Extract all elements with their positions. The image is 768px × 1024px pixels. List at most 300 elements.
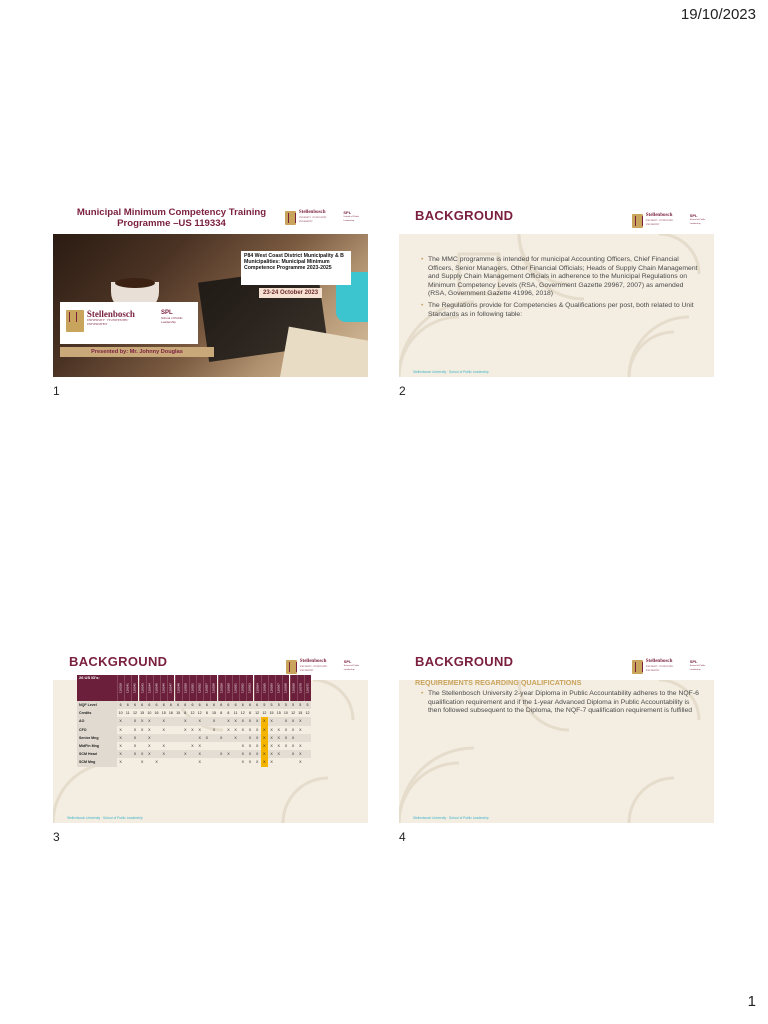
table-cell: X xyxy=(148,727,151,732)
table-cell: 12 xyxy=(132,711,137,716)
table-cell xyxy=(139,742,146,750)
table-cell: X xyxy=(291,727,295,732)
us-id-header: 116352 xyxy=(196,675,203,701)
table-cell: X xyxy=(133,727,137,732)
table-cell: 15 xyxy=(269,711,274,716)
table-cell: X xyxy=(140,760,144,765)
table-cell xyxy=(175,742,182,750)
table-cell xyxy=(304,750,311,758)
table-cell: X xyxy=(160,717,167,725)
table-cell xyxy=(175,717,182,725)
logo-spl-sub: School of Public Leadership xyxy=(689,219,706,225)
table-cell xyxy=(225,734,232,742)
table-cell: 5 xyxy=(282,701,289,709)
table-cell: 16 xyxy=(168,711,173,716)
table-cell: 12 xyxy=(305,711,310,716)
table-cell: X xyxy=(146,734,153,742)
table-cell xyxy=(297,734,304,742)
table-cell: 15 xyxy=(176,711,181,716)
programme-box: P84 West Coast District Municipality & B Municipalities: Municipal Minimum Competence Programme 2023-2025 xyxy=(241,251,351,285)
table-cell: X xyxy=(270,744,273,749)
table-cell: X xyxy=(117,750,124,758)
logo-university-sub: UNIVERSITY · IYUNIVESITHI · UNIVERSITEIT xyxy=(645,665,674,672)
table-cell: 12 xyxy=(190,711,195,716)
logo-spl: SPL xyxy=(343,659,352,664)
slide-footer: Stellenbosch University · School of Public Leadership xyxy=(413,816,489,820)
bullet: • The Stellenbosch University 2-year Diploma in Public Accountability adheres to the NQF-6 qualification requirement and if the 1-year Advanced Diploma in Public Accountability is then followed subsequent to the Diploma, the NQF-7 qualification requirement is fulfilled xyxy=(428,690,701,716)
table-cell xyxy=(175,726,182,734)
table-cell: 15 xyxy=(212,711,217,716)
table-cell xyxy=(232,750,239,758)
logo-university-sub: UNIVERSITY · IYUNIVESITHI · UNIVERSITEIT xyxy=(645,219,674,226)
table-cell: X xyxy=(119,744,122,749)
table-cell xyxy=(189,734,196,742)
table-cell: X xyxy=(241,760,244,765)
slide-1-big-logo xyxy=(66,310,198,332)
table-cell: 12 xyxy=(255,711,260,716)
logo-university: Stellenbosch xyxy=(298,210,326,215)
table-cell: 6 xyxy=(160,701,167,709)
table-cell xyxy=(153,726,160,734)
slide-4-body xyxy=(421,690,701,719)
table-cell xyxy=(167,734,174,742)
table-cell xyxy=(304,726,311,734)
row-label: SCM Head xyxy=(77,750,117,758)
row-label: SCM Mng xyxy=(77,758,117,766)
us-id-header: 116369 xyxy=(290,675,297,701)
table-row xyxy=(77,709,311,717)
us-id-header: 116351 xyxy=(189,675,196,701)
row-label: Senior Mng xyxy=(77,734,117,742)
table-cell xyxy=(218,758,225,766)
table-cell xyxy=(160,734,167,742)
table-cell: X xyxy=(212,727,216,732)
coffee-image xyxy=(115,278,155,288)
table-cell xyxy=(175,758,182,766)
table-cell: 15 xyxy=(298,711,303,716)
slide-1[interactable] xyxy=(53,199,368,377)
table-cell: X xyxy=(255,744,259,749)
table-cell: X xyxy=(131,750,138,758)
table-cell: X xyxy=(191,744,194,749)
table-cell: X xyxy=(297,717,304,725)
unit-standards-table xyxy=(77,675,311,767)
us-id-header: 116344 xyxy=(146,675,153,701)
table-cell: X xyxy=(248,760,252,765)
table-cell: X xyxy=(155,760,158,765)
table-cell xyxy=(189,758,196,766)
us-id-header: 116345 xyxy=(153,675,160,701)
table-cell: 12 xyxy=(262,711,267,716)
bullet: • The MMC programme is intended for municipal Accounting Officers, Chief Financial Officers, Senior Managers, Other Financial Officials; Heads of Supply Chain Management and Supply Chain Management Officials in adherence to the Municipal Regulations on Minimum Competency Levels (RSA, Government Gazette 29967, 2007) as amended (RSA, Government Gazette 41996, 2018) xyxy=(428,256,701,299)
slide-2-logo xyxy=(632,214,714,228)
table-cell xyxy=(189,717,196,725)
us-id-header: 116339 xyxy=(117,675,124,701)
table-cell: X xyxy=(277,727,280,732)
table-cell: X xyxy=(255,727,259,732)
table-cell xyxy=(124,742,131,750)
table-cell xyxy=(304,742,311,750)
table-cell xyxy=(210,750,217,758)
table-cell: 12 xyxy=(197,711,202,716)
table-cell: 5 xyxy=(304,701,311,709)
table-cell: 5 xyxy=(297,701,304,709)
table-cell: 8 xyxy=(248,711,251,716)
table-cell xyxy=(239,734,246,742)
table-cell: X xyxy=(254,717,261,725)
table-cell xyxy=(124,750,131,758)
us-id-header: 116370 xyxy=(297,675,304,701)
table-cell xyxy=(153,742,160,750)
slide-3-logo xyxy=(286,660,368,674)
logo-spl-sub: School of Public Leadership xyxy=(689,665,706,671)
table-cell: X xyxy=(239,750,246,758)
us-id-header: 116348 xyxy=(175,675,182,701)
slide-footer: Stellenbosch University · School of Public Leadership xyxy=(67,816,143,820)
table-cell: X xyxy=(248,727,252,732)
table-cell: X xyxy=(268,734,275,742)
table-cell: X xyxy=(148,744,151,749)
table-cell: X xyxy=(191,727,194,732)
table-cell: X xyxy=(133,744,137,749)
table-cell: 12 xyxy=(291,711,296,716)
table-cell: X xyxy=(290,734,297,742)
table-cell xyxy=(124,734,131,742)
table-cell: X xyxy=(299,744,302,749)
bullet: • The Regulations provide for Competencies & Qualifications per post, both related to Unit Standards as in following table: xyxy=(428,302,701,319)
table-cell: 6 xyxy=(218,701,225,709)
logo-spl: SPL xyxy=(689,659,698,664)
table-cell: X xyxy=(261,734,268,742)
table-cell: X xyxy=(146,750,153,758)
table-cell: 5 xyxy=(261,701,268,709)
us-id-header: 116363 xyxy=(246,675,253,701)
table-cell: X xyxy=(117,717,124,725)
row-label: Credits xyxy=(77,709,117,717)
table-cell: X xyxy=(184,727,187,732)
table-cell: X xyxy=(299,760,302,765)
table-cell: 6 xyxy=(139,701,146,709)
table-cell: X xyxy=(198,744,201,749)
table-cell: 5 xyxy=(290,701,297,709)
table-cell: X xyxy=(282,717,289,725)
table-cell: X xyxy=(270,727,273,732)
table-cell: X xyxy=(139,717,146,725)
table-cell xyxy=(146,758,153,766)
us-id-header: 116357 xyxy=(203,675,210,701)
table-cell: 6 xyxy=(196,701,203,709)
crest-icon xyxy=(632,660,643,674)
table-cell xyxy=(210,758,217,766)
table-cell xyxy=(203,758,210,766)
us-id-header: 116350 xyxy=(182,675,189,701)
table-cell: 6 xyxy=(153,701,160,709)
table-cell: X xyxy=(203,734,210,742)
table-cell xyxy=(153,717,160,725)
table-cell: X xyxy=(146,717,153,725)
logo-spl-sub: School of Public Leadership xyxy=(161,316,183,324)
slide-1-logo-box xyxy=(60,302,198,344)
table-cell xyxy=(275,758,282,766)
table-cell: X xyxy=(160,750,167,758)
table-cell: 6 xyxy=(124,701,131,709)
table-corner-label: 26 US ID's: xyxy=(77,675,117,701)
table-cell: X xyxy=(254,750,261,758)
table-cell: X xyxy=(225,750,232,758)
table-cell: X xyxy=(140,727,144,732)
row-label: CFO xyxy=(77,726,117,734)
table-cell: 10 xyxy=(147,711,152,716)
table-cell: X xyxy=(239,717,246,725)
slide-number-4: 4 xyxy=(399,830,406,844)
table-cell xyxy=(153,734,160,742)
table-cell: X xyxy=(261,717,268,725)
table-cell: X xyxy=(218,750,225,758)
table-cell xyxy=(124,717,131,725)
us-id-header: 116364 xyxy=(254,675,261,701)
crest-icon xyxy=(286,660,297,674)
table-cell: X xyxy=(275,734,282,742)
table-cell: 12 xyxy=(240,711,245,716)
table-cell: X xyxy=(290,717,297,725)
table-cell: 11 xyxy=(233,711,238,716)
crest-icon xyxy=(632,214,643,228)
table-cell: X xyxy=(270,760,273,765)
table-cell xyxy=(232,742,239,750)
table-cell: X xyxy=(284,727,288,732)
table-cell xyxy=(175,750,182,758)
table-cell xyxy=(124,758,131,766)
table-cell: X xyxy=(182,750,189,758)
us-id-header: 116341 xyxy=(124,675,131,701)
table-row xyxy=(77,701,311,709)
table-row xyxy=(77,742,311,750)
table-cell: X xyxy=(268,717,275,725)
table-cell: X xyxy=(284,744,288,749)
table-cell xyxy=(304,717,311,725)
table-cell xyxy=(189,750,196,758)
us-id-header: 116360 xyxy=(225,675,232,701)
row-label: NQF Level xyxy=(77,701,117,709)
logo-university-sub: UNIVERSITY · IYUNIVESITHI · UNIVERSITEIT xyxy=(86,318,130,326)
logo-university: Stellenbosch xyxy=(299,659,327,664)
table-cell: 5 xyxy=(268,701,275,709)
table-cell xyxy=(167,742,174,750)
presented-by: Presented by: Mr. Johnny Douglas xyxy=(60,347,214,357)
table-cell xyxy=(225,742,232,750)
slide-1-title: Municipal Minimum Competency Training Programme –US 119334 xyxy=(76,207,267,229)
logo-university: Stellenbosch xyxy=(645,213,673,218)
table-cell xyxy=(182,742,189,750)
table-cell: 6 xyxy=(203,701,210,709)
table-cell: X xyxy=(198,727,201,732)
table-cell: 8 xyxy=(184,711,187,716)
table-cell: X xyxy=(198,760,201,765)
table-cell xyxy=(124,726,131,734)
logo-spl: SPL xyxy=(161,310,173,316)
table-cell: 6 xyxy=(146,701,153,709)
table-cell: 6 xyxy=(131,701,138,709)
table-cell: X xyxy=(234,727,237,732)
table-cell: X xyxy=(162,744,165,749)
us-id-header: 116347 xyxy=(167,675,174,701)
crest-icon xyxy=(66,310,84,332)
table-cell: X xyxy=(119,760,122,765)
slide-4-title: BACKGROUND xyxy=(415,654,514,669)
table-cell: X xyxy=(261,726,268,734)
us-id-header: 116368 xyxy=(282,675,289,701)
newspaper-image xyxy=(278,327,368,377)
slide-footer: Stellenbosch University · School of Public Leadership xyxy=(413,370,489,374)
us-id-header: 116367 xyxy=(275,675,282,701)
table-cell: 15 xyxy=(161,711,166,716)
table-cell: X xyxy=(246,717,253,725)
us-id-header: 116342 xyxy=(131,675,138,701)
page-date: 19/10/2023 xyxy=(680,6,756,23)
slide-3-title: BACKGROUND xyxy=(69,654,168,669)
table-cell: 6 xyxy=(246,701,253,709)
table-cell xyxy=(282,758,289,766)
table-cell: X xyxy=(131,734,138,742)
table-cell: X xyxy=(282,734,289,742)
table-cell xyxy=(203,717,210,725)
row-label: AO xyxy=(77,717,117,725)
table-cell: 10 xyxy=(283,711,288,716)
table-cell: X xyxy=(119,727,122,732)
table-row xyxy=(77,726,311,734)
row-label: MidFin Mng xyxy=(77,742,117,750)
table-cell: 8 xyxy=(205,711,208,716)
table-cell: X xyxy=(291,744,295,749)
table-cell: 15 xyxy=(276,711,281,716)
logo-university-sub: UNIVERSITY · IYUNIVESITHI · UNIVERSITEIT xyxy=(299,665,328,672)
slide-number-2: 2 xyxy=(399,384,406,398)
page-number: 1 xyxy=(747,993,756,1010)
logo-university: Stellenbosch xyxy=(86,309,135,319)
table-cell: X xyxy=(246,734,253,742)
slide-1-header-logo xyxy=(285,211,368,225)
table-cell: X xyxy=(196,734,203,742)
table-cell: 8 xyxy=(227,711,230,716)
logo-university: Stellenbosch xyxy=(645,659,673,664)
table-cell: 11 xyxy=(125,711,130,716)
table-cell: X xyxy=(218,734,225,742)
logo-spl: SPL xyxy=(689,213,698,218)
table-row xyxy=(77,717,311,725)
table-cell: 6 xyxy=(182,701,189,709)
table-cell: 16 xyxy=(154,711,159,716)
table-cell xyxy=(175,734,182,742)
table-cell: X xyxy=(299,727,302,732)
table-cell: X xyxy=(261,750,268,758)
us-id-header: 116361 xyxy=(232,675,239,701)
slide-3[interactable] xyxy=(53,645,368,823)
table-cell: 15 xyxy=(140,711,145,716)
table-cell xyxy=(218,717,225,725)
table-cell: 6 xyxy=(254,701,261,709)
table-cell: X xyxy=(117,734,124,742)
table-cell xyxy=(131,758,138,766)
table-cell: 6 xyxy=(189,701,196,709)
table-cell: X xyxy=(196,750,203,758)
us-id-header: 116366 xyxy=(268,675,275,701)
table-cell xyxy=(225,758,232,766)
programme-date: 23-24 October 2023 xyxy=(259,288,322,298)
logo-spl-sub: School of Public Leadership xyxy=(343,216,360,222)
table-cell: 6 xyxy=(210,701,217,709)
table-cell xyxy=(182,758,189,766)
table-cell: 8 xyxy=(220,711,223,716)
table-cell xyxy=(210,742,217,750)
slide-1-header xyxy=(53,199,368,234)
table-cell: X xyxy=(268,750,275,758)
slide-2-body xyxy=(421,256,701,322)
table-row xyxy=(77,734,311,742)
table-cell: X xyxy=(227,727,230,732)
table-cell xyxy=(275,717,282,725)
table-cell: X xyxy=(232,717,239,725)
slide-4[interactable] xyxy=(399,645,714,823)
table-cell: 6 xyxy=(167,701,174,709)
table-cell: X xyxy=(162,727,165,732)
table-cell xyxy=(203,726,210,734)
table-row xyxy=(77,758,311,766)
table-cell: 5 xyxy=(275,701,282,709)
us-id-header: 116346 xyxy=(160,675,167,701)
table-cell: X xyxy=(182,717,189,725)
slide-2[interactable] xyxy=(399,199,714,377)
us-id-header: 116358 xyxy=(210,675,217,701)
table-cell: 6 xyxy=(239,701,246,709)
table-cell xyxy=(203,750,210,758)
table-cell: X xyxy=(254,734,261,742)
table-cell: X xyxy=(246,750,253,758)
slide-2-title: BACKGROUND xyxy=(415,208,514,223)
table-row xyxy=(77,750,311,758)
table-cell xyxy=(232,758,239,766)
us-id-header: 116365 xyxy=(261,675,268,701)
table-cell: X xyxy=(210,717,217,725)
table-cell xyxy=(167,717,174,725)
table-cell xyxy=(153,750,160,758)
us-id-header: 116359 xyxy=(218,675,225,701)
table-cell: 6 xyxy=(232,701,239,709)
logo-university-sub: UNIVERSITY · IYUNIVESITHI · UNIVERSITEIT xyxy=(298,216,328,223)
logo-spl-sub: School of Public Leadership xyxy=(343,665,360,671)
table-cell: 6 xyxy=(175,701,182,709)
table-cell: X xyxy=(131,717,138,725)
us-id-header: 116362 xyxy=(239,675,246,701)
slide-4-logo xyxy=(632,660,714,674)
table-cell: X xyxy=(241,744,244,749)
table-cell: X xyxy=(275,750,282,758)
slide-number-1: 1 xyxy=(53,384,60,398)
table-cell xyxy=(304,734,311,742)
table-cell xyxy=(282,750,289,758)
table-cell xyxy=(218,742,225,750)
table-cell: 6 xyxy=(117,701,124,709)
table-cell: 10 xyxy=(118,711,123,716)
table-cell: X xyxy=(255,760,259,765)
table-cell xyxy=(304,758,311,766)
table-cell: X xyxy=(225,717,232,725)
table-cell xyxy=(218,726,225,734)
table-cell xyxy=(139,734,146,742)
table-cell: X xyxy=(290,750,297,758)
requirements-heading: REQUIREMENTS REGARDING QUALIFICATIONS xyxy=(415,678,582,687)
table-cell: 6 xyxy=(225,701,232,709)
table-cell xyxy=(203,742,210,750)
